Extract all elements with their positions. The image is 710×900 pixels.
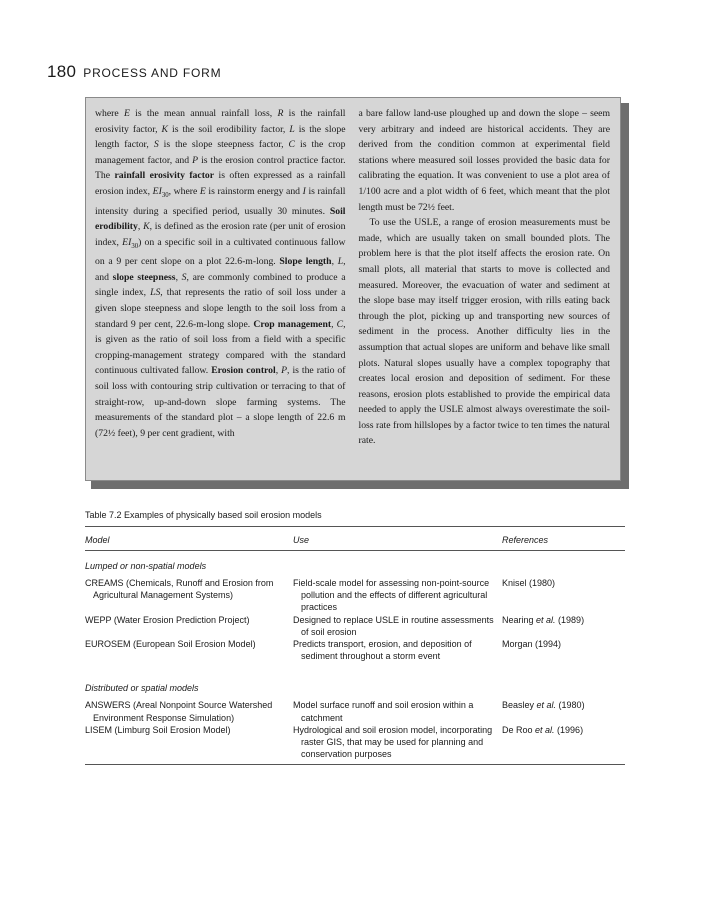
text-run: , is the ratio of soil loss with contouring strip cultivation or terracing to that of straight-row, up-and-down slope farming systems. The measurements of the standard plot – a slope length of 22.6 m (72½ feet), 9 per cent gradient, with [95, 365, 346, 439]
paragraph [359, 106, 611, 215]
text-run: Beasley [502, 700, 537, 711]
cell-model: WEPP (Water Erosion Prediction Project) [85, 614, 250, 625]
text-run: Nearing [502, 614, 537, 625]
table-body [85, 551, 625, 760]
text-run: is the erosion control practice factor. The [95, 154, 346, 182]
text-run: rainfall erosivity factor [114, 170, 215, 182]
text-run: C [336, 318, 344, 330]
text-run: 30 [131, 242, 139, 250]
cell-use: Field-scale model for assessing non-point-source pollution and the effects of different agricultural practices [293, 578, 490, 613]
text-run: , and [95, 256, 346, 283]
text-run: slope steepness [112, 271, 176, 283]
text-run: Soil erodibility [95, 205, 346, 233]
running-head [47, 62, 221, 82]
text-run: S [153, 139, 159, 151]
text-box [85, 97, 621, 481]
text-run: I [302, 185, 306, 197]
text-run: is the mean annual rainfall loss, [129, 108, 278, 119]
table-header-row [85, 527, 625, 550]
table-row [85, 577, 625, 614]
text-run: C [288, 139, 296, 151]
text-run: ) on a specific soil in a cultivated continuous fallow on a 9 per cent slope on a plot 22.6-m-long. [95, 236, 346, 268]
text-run: , is defined as the erosion rate (per unit of erosion index, [95, 221, 346, 248]
text-run: is rainstorm energy and [205, 185, 303, 197]
header-references: References [502, 535, 549, 545]
table-bottom-rule [85, 764, 625, 765]
table-section-title: Lumped or non-spatial models [85, 561, 207, 571]
cell-reference [502, 638, 625, 662]
cell-use: Predicts transport, erosion, and deposition of sediment throughout a storm event [293, 639, 472, 662]
text-run: EI [122, 236, 132, 248]
header-model: Model [85, 535, 110, 545]
text-run: et al. [536, 614, 556, 625]
text-run: is the soil erodibility factor, [168, 123, 290, 135]
text-run: L [337, 256, 344, 268]
cell-model: CREAMS (Chemicals, Runoff and Erosion from Agricultural Management Systems) [85, 578, 274, 601]
text-run: , that represents the ratio of soil loss under a given slope steepness and slope length to the soil loss from a standard 9 per cent, 22.6-m-long slope. [95, 287, 346, 330]
text-run: where [95, 108, 124, 119]
running-title: PROCESS AND FORM [83, 66, 222, 80]
text-run: , [331, 318, 337, 330]
text-run: , [275, 365, 282, 377]
cell-model: LISEM (Limburg Soil Erosion Model) [85, 724, 231, 735]
table-row [85, 614, 625, 638]
text-run: EI [152, 185, 162, 197]
text-run: , is given as the ratio of soil loss from a field with a specific cropping-management strategy compared with the standard continuous cultivated fallow. [95, 318, 346, 377]
cell-reference [502, 614, 625, 638]
text-run: LS [150, 287, 161, 299]
table-7-2 [85, 510, 625, 765]
text-run: S [181, 271, 187, 283]
text-run: R [277, 108, 284, 119]
box-column-left [95, 106, 346, 480]
text-run: 30 [161, 191, 169, 199]
cell-reference [502, 577, 625, 614]
text-run: a bare fallow land-use ploughed up and down the slope – seem very arbitrary and indeed are historical accidents. They are derived from the condition common at experimental field stations where measured soil losses provided the basic data for calibrating the equation. It was convenient to use a plot area of 1/100 acre and a plot width of 6 feet, which meant that the plot length must be 72½ feet. [358, 108, 610, 213]
table-row [85, 699, 625, 723]
paragraph [95, 106, 346, 441]
text-run: , [331, 256, 338, 268]
text-run: is rainfall intensity during a specified period, usually 30 minutes. [95, 185, 346, 217]
cell-use: Hydrological and soil erosion model, incorporating raster GIS, that may be used for planning and conservation purposes [293, 724, 493, 760]
text-run: P [192, 154, 199, 166]
text-run: (1996) [554, 724, 584, 735]
cell-reference [502, 724, 625, 761]
text-run: Morgan (1994) [502, 639, 562, 650]
text-run: is the crop management factor, and [95, 139, 346, 166]
text-run: Erosion control [211, 365, 276, 377]
text-run: K [161, 123, 169, 135]
cell-use: Designed to replace USLE in routine assessments of soil erosion [293, 614, 494, 637]
text-run: Knisel (1980) [502, 578, 556, 588]
text-run: , where [168, 185, 200, 197]
text-run: To use the USLE, a range of erosion measurements must be made, which are usually taken on small bounded plots. The problem here is that the plot itself affects the erosion rate. On small plots, all material that starts to move is collected and measured. Moreover, the evacuation of water and sediment at the slope base may itself trigger erosion, with rills eating back through the plot, picking up and transporting new sources of sediment in the process. Another difficulty lies in the assumption that actual slopes are uniform and behave like small plots. Natural slopes usually have a complex topography that creates local erosion and deposition of sediment. For these reasons, erosion plots established to provide the empirical data needed to apply the USLE almost always overestimate the soil-loss rate from hillslopes by a factor twice to ten times the natural rate. [358, 217, 610, 447]
text-run: Crop management [253, 318, 332, 330]
text-run: is the slope steepness factor, [158, 139, 289, 151]
text-run: , [175, 271, 182, 283]
text-run: et al. [536, 700, 557, 711]
text-run: is often expressed as a rainfall erosion index, [95, 170, 346, 197]
text-run: et al. [535, 724, 555, 735]
text-run: (1989) [555, 614, 585, 625]
cell-model: EUROSEM (European Soil Erosion Model) [85, 639, 256, 650]
text-run: , [137, 221, 144, 233]
text-run: De Roo [502, 724, 536, 735]
box-column-right [359, 106, 611, 480]
text-run: is the rainfall erosivity factor, [95, 108, 346, 135]
table-caption: Table 7.2 Examples of physically based soil erosion models [85, 510, 322, 520]
table-section-title: Distributed or spatial models [85, 683, 199, 694]
table-row [85, 724, 625, 761]
text-run: is the slope length factor, [95, 123, 346, 151]
text-run: P [281, 365, 288, 377]
cell-model: ANSWERS (Areal Nonpoint Source Watershed Environment Response Simulation) [85, 700, 273, 723]
paragraph [359, 215, 611, 449]
table-row [85, 638, 625, 662]
text-run: , are commonly combined to produce a single index, [95, 271, 346, 299]
cell-reference [502, 699, 625, 723]
text-run: L [289, 123, 295, 135]
cell-use: Model surface runoff and soil erosion within a catchment [293, 700, 474, 723]
header-use: Use [293, 535, 310, 545]
page-number: 180 [47, 62, 77, 81]
text-run: K [143, 221, 150, 233]
text-run: Slope length [279, 256, 332, 268]
text-run: E [123, 108, 130, 119]
text-run: (1980) [556, 700, 585, 711]
text-run: E [199, 185, 206, 197]
